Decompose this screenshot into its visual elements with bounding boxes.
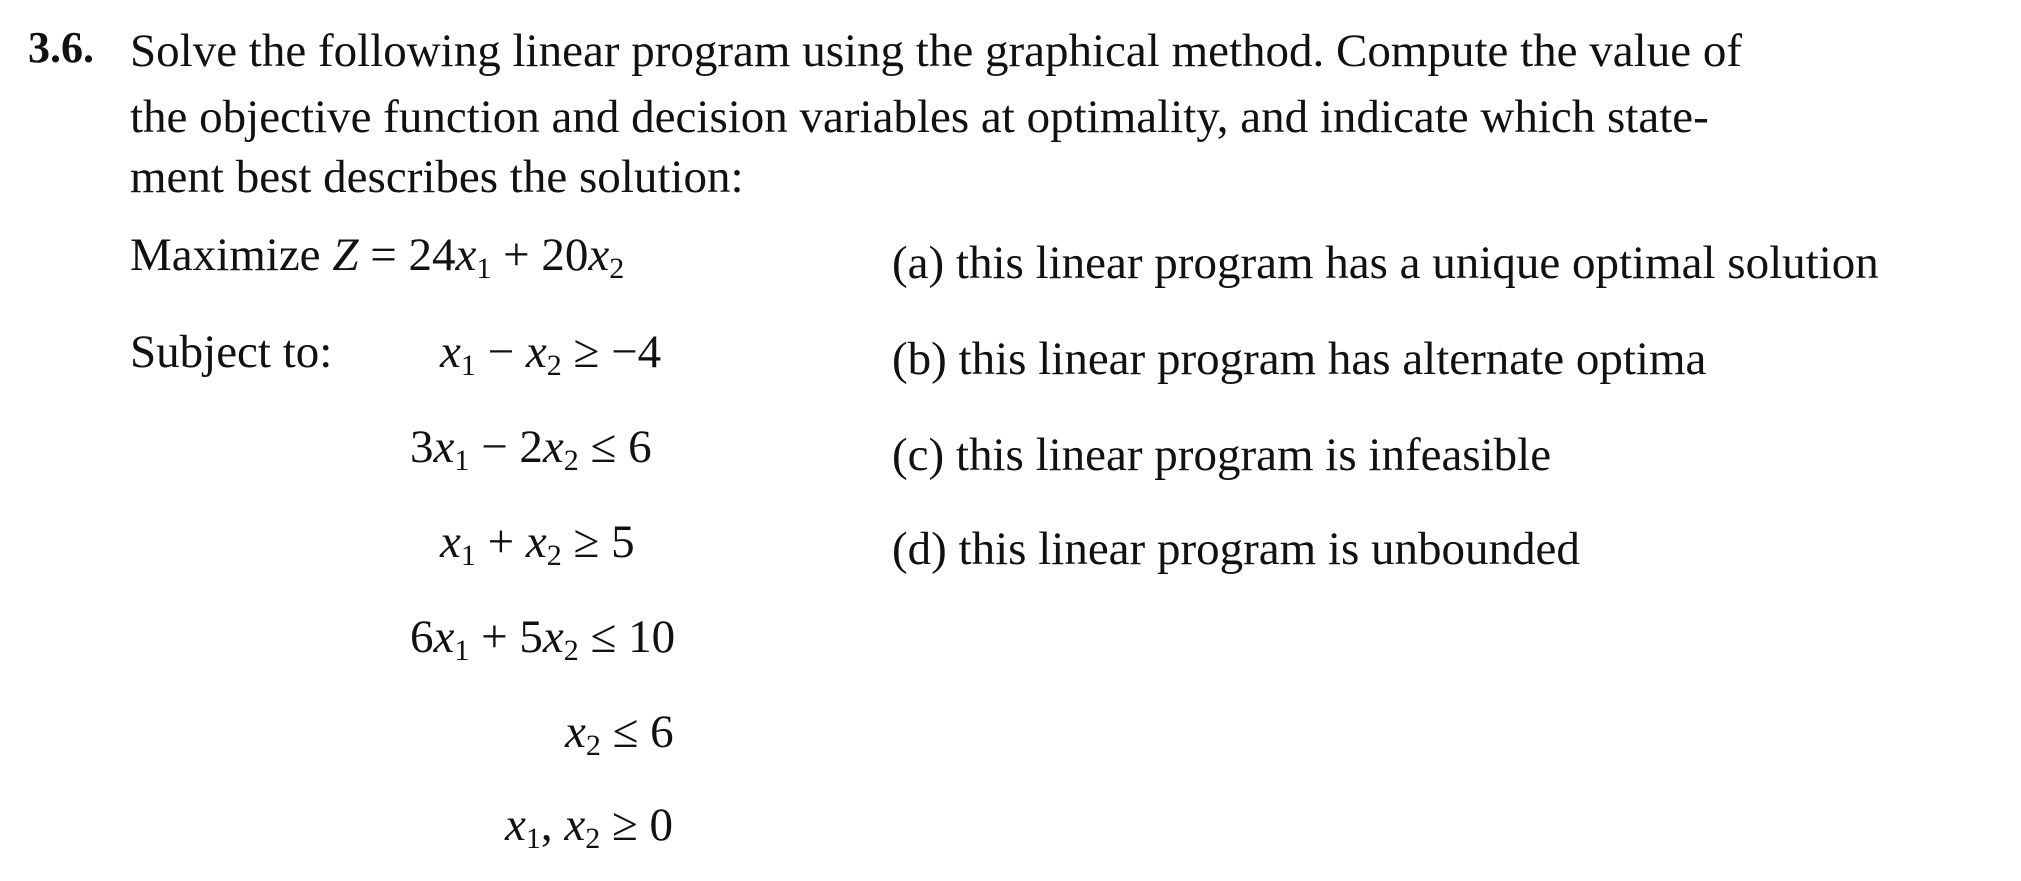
constraint-3-var-x2: x: [525, 516, 547, 568]
constraint-2-var-x1: x: [433, 421, 455, 473]
option-b: (b) this linear program has alternate optima: [892, 333, 1707, 385]
nonneg-relation: ≥: [600, 799, 650, 851]
constraint-1-var-x1: x: [440, 326, 461, 378]
nonneg-sub-1: 1: [525, 822, 541, 855]
nonneg-var-x2: x: [564, 799, 586, 851]
constraint-2-rhs: 6: [628, 421, 652, 473]
problem-number: 3.6.: [28, 23, 94, 72]
constraint-2-sub-1: 1: [454, 444, 470, 477]
intro-line-2: the objective function and decision variables at optimality, and indicate which state-: [130, 91, 1709, 143]
constraint-4-coef-2: 5: [519, 611, 543, 663]
constraint-3-op: +: [475, 516, 526, 568]
option-c: (c) this linear program is infeasible: [892, 429, 1552, 481]
constraint-2: [410, 420, 652, 477]
constraint-4-rhs: 10: [628, 611, 676, 663]
objective-label: Maximize: [130, 229, 321, 281]
constraint-3-rhs: 5: [611, 516, 635, 568]
nonnegativity-constraint: [505, 798, 674, 855]
nonneg-separator: ,: [540, 799, 565, 851]
objective-plus: +: [491, 229, 542, 281]
constraint-4-var-x2: x: [542, 611, 564, 663]
constraint-1-op: −: [475, 326, 526, 378]
constraint-2-coef-2: 2: [519, 421, 543, 473]
intro-line-3: ment best describes the solution:: [130, 151, 744, 203]
objective-coef-2: 20: [541, 229, 589, 281]
constraint-2-relation: ≤: [578, 421, 629, 473]
constraint-3: [440, 515, 635, 572]
constraint-1-var-x2: x: [525, 326, 547, 378]
objective-sub-2: 2: [609, 252, 625, 285]
constraint-4-relation: ≤: [578, 611, 629, 663]
constraint-1-sub-1: 1: [460, 349, 476, 382]
constraint-2-op: −: [469, 421, 520, 473]
nonneg-var-x1: x: [505, 799, 526, 851]
constraint-2-sub-2: 2: [563, 444, 579, 477]
constraint-3-sub-1: 1: [460, 539, 476, 572]
constraint-5-rhs: 6: [650, 706, 674, 758]
objective-coef-1: 24: [408, 229, 456, 281]
constraint-2-var-x2: x: [542, 421, 564, 473]
constraint-4: [410, 610, 676, 667]
constraint-5-sub-2: 2: [585, 729, 601, 762]
constraint-1-relation: ≥: [561, 326, 612, 378]
objective-var-x2: x: [588, 229, 610, 281]
subject-to-label: Subject to:: [130, 326, 333, 378]
constraint-4-sub-2: 2: [563, 634, 579, 667]
constraint-2-coef-1: 3: [410, 421, 434, 473]
objective-equals: =: [358, 229, 409, 281]
option-a: (a) this linear program has a unique optimal solution: [892, 237, 1879, 289]
constraint-4-sub-1: 1: [454, 634, 470, 667]
intro-line-1: Solve the following linear program using the graphical method. Compute the value of: [130, 25, 1742, 77]
constraint-4-op: +: [469, 611, 520, 663]
constraint-3-var-x1: x: [440, 516, 461, 568]
objective-function: [130, 228, 625, 285]
constraint-5-var-x2: x: [565, 706, 586, 758]
option-d: (d) this linear program is unbounded: [892, 523, 1580, 575]
nonneg-rhs: 0: [649, 799, 674, 851]
constraint-1: [440, 325, 662, 382]
constraint-1-sub-2: 2: [546, 349, 562, 382]
constraint-4-var-x1: x: [433, 611, 455, 663]
constraint-3-sub-2: 2: [546, 539, 562, 572]
constraint-4-coef-1: 6: [410, 611, 434, 663]
nonneg-sub-2: 2: [585, 822, 601, 855]
constraint-5-relation: ≤: [600, 706, 651, 758]
objective-var-x1: x: [455, 229, 477, 281]
objective-var-z: Z: [332, 229, 359, 281]
constraint-3-relation: ≥: [561, 516, 612, 568]
constraint-1-rhs: −4: [611, 326, 662, 378]
constraint-5: [565, 705, 674, 762]
objective-sub-1: 1: [476, 252, 492, 285]
